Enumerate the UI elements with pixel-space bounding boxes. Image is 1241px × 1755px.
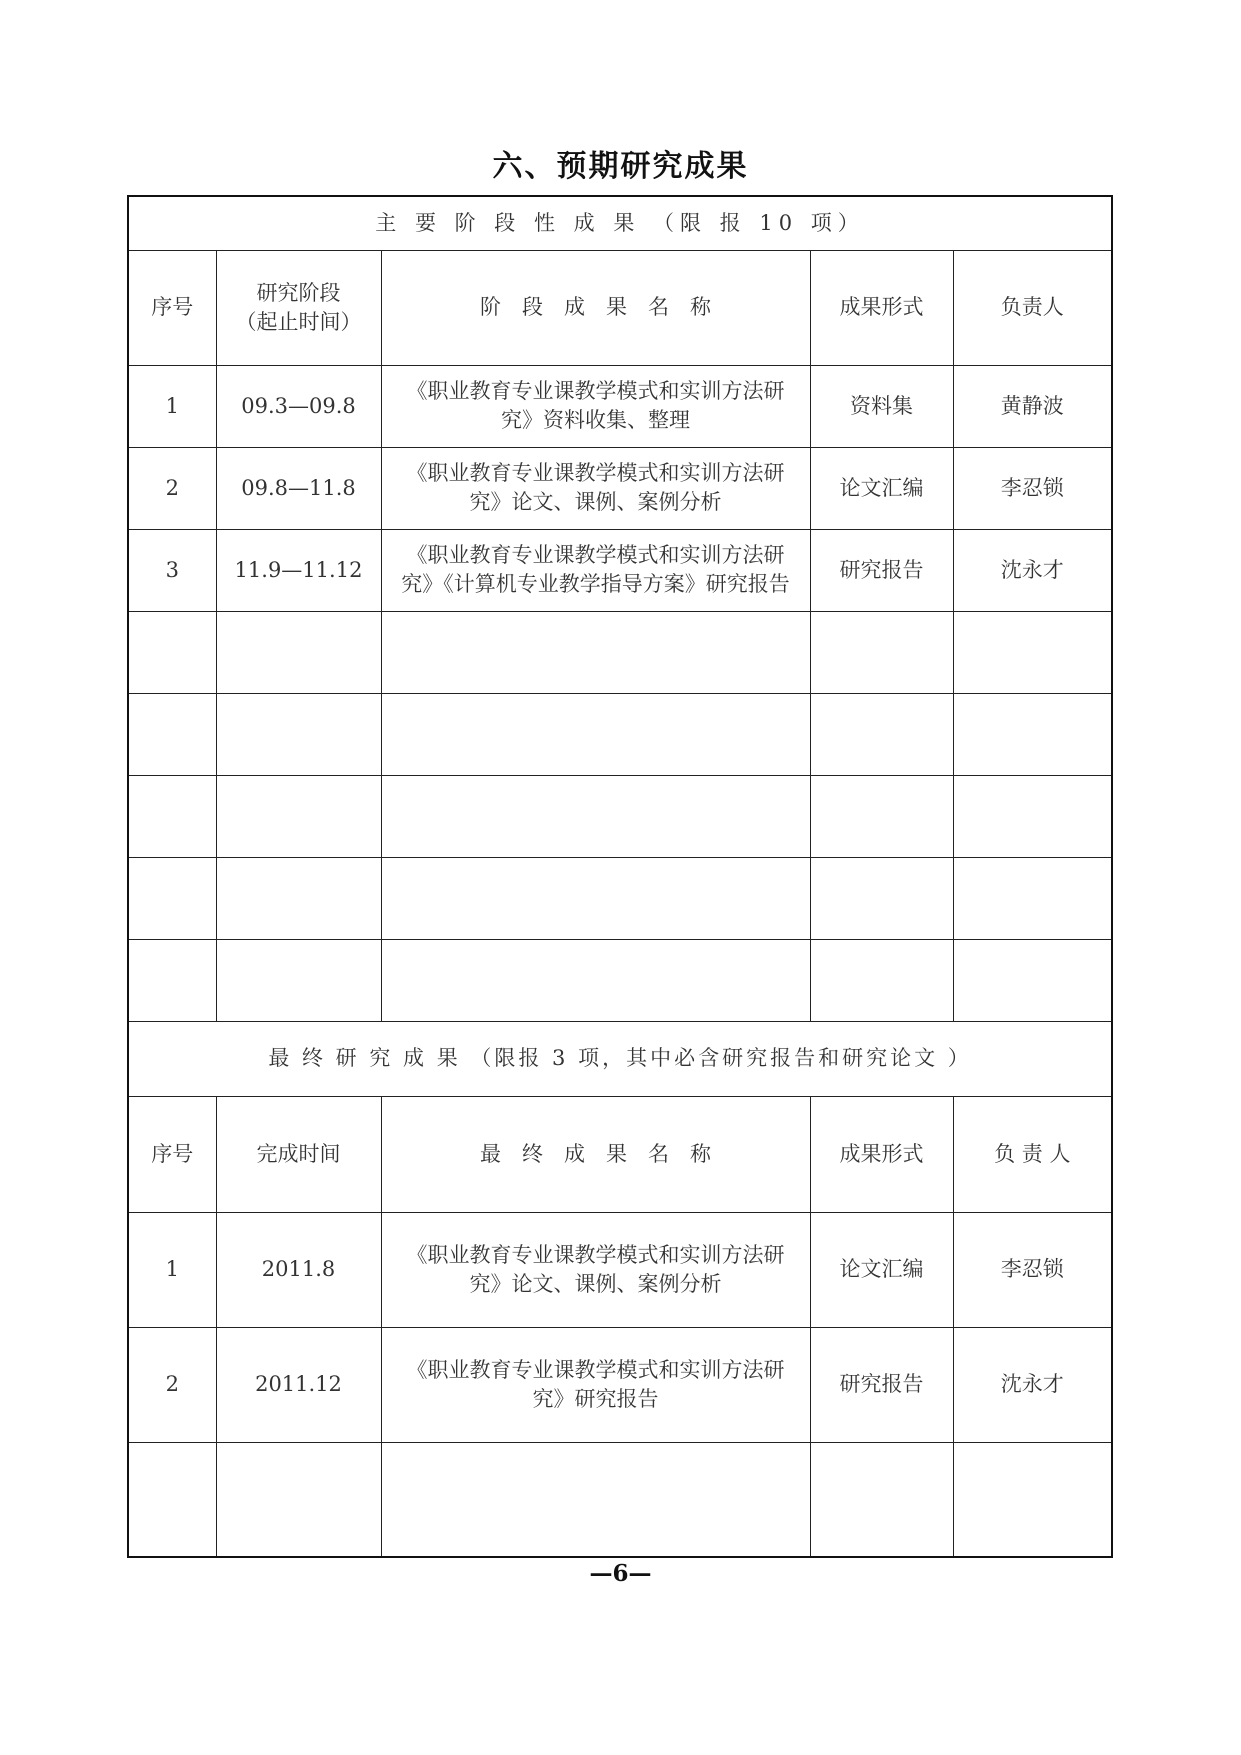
stage-row-index: 1 [128,365,216,447]
empty-cell [381,1442,810,1557]
stage-row [128,447,1112,529]
page-title: 六、预期研究成果 [492,149,749,184]
empty-cell [381,775,810,857]
stage-empty-row [128,693,1112,775]
empty-cell [381,857,810,939]
final-row-name-line1: 《职业教育专业课教学模式和实训方法研 [406,1242,785,1267]
final-row [128,1327,1112,1442]
results-table [127,195,1113,1558]
final-col-name: 最 终 成 果 名 称 [381,1096,810,1212]
empty-cell [216,775,381,857]
empty-cell [810,611,953,693]
final-col-form: 成果形式 [810,1096,953,1212]
stage-col-period-line2: （起止时间） [235,309,362,334]
final-row-form: 论文汇编 [810,1212,953,1327]
stage-col-period [216,250,381,365]
final-row-name-line2: 究》论文、课例、案例分析 [469,1271,722,1296]
final-col-index: 序号 [128,1096,216,1212]
stage-row-period: 09.3—09.8 [216,365,381,447]
empty-cell [216,693,381,775]
empty-cell [216,939,381,1021]
empty-cell [128,1442,216,1557]
empty-cell [216,1442,381,1557]
stage-row-name-line1: 《职业教育专业课教学模式和实训方法研 [406,461,785,485]
empty-cell [381,693,810,775]
empty-cell [128,857,216,939]
stage-row-name [381,447,810,529]
final-row-index: 1 [128,1212,216,1327]
stage-row-name [381,365,810,447]
final-section-header-row [128,1021,1112,1096]
stage-section-header-row [128,196,1112,250]
stage-col-period-line1: 研究阶段 [256,280,341,305]
empty-cell [953,939,1112,1021]
stage-col-name: 阶 段 成 果 名 称 [381,250,810,365]
stage-row [128,529,1112,611]
stage-row-owner: 黄静波 [953,365,1112,447]
empty-cell [216,611,381,693]
page-number: —6— [589,1560,652,1587]
stage-empty-row [128,939,1112,1021]
stage-empty-row [128,611,1112,693]
empty-cell [810,693,953,775]
final-row-owner: 沈永才 [953,1327,1112,1442]
stage-row-name-line1: 《职业教育专业课教学模式和实训方法研 [406,379,785,403]
final-row-time: 2011.12 [216,1327,381,1442]
empty-cell [953,857,1112,939]
stage-row-index: 2 [128,447,216,529]
stage-section-header: 主 要 阶 段 性 成 果 （限 报 10 项） [128,196,1112,250]
stage-column-header-row [128,250,1112,365]
final-row-form: 研究报告 [810,1327,953,1442]
stage-row-owner: 李忍锁 [953,447,1112,529]
stage-row-period: 11.9—11.12 [216,529,381,611]
empty-cell [953,1442,1112,1557]
stage-col-index: 序号 [128,250,216,365]
final-section-header: 最 终 研 究 成 果 （限报 3 项，其中必含研究报告和研究论文 ） [128,1021,1112,1096]
empty-cell [216,857,381,939]
stage-row-name-line2: 究》资料收集、整理 [501,408,690,432]
stage-row [128,365,1112,447]
final-row-index: 2 [128,1327,216,1442]
stage-row-name-line1: 《职业教育专业课教学模式和实训方法研 [406,543,785,567]
stage-row-form: 论文汇编 [810,447,953,529]
empty-cell [810,775,953,857]
empty-cell [953,611,1112,693]
empty-cell [128,693,216,775]
stage-row-owner: 沈永才 [953,529,1112,611]
stage-col-form: 成果形式 [810,250,953,365]
empty-cell [810,1442,953,1557]
stage-row-name-line2: 究》论文、课例、案例分析 [469,490,722,514]
empty-cell [128,775,216,857]
empty-cell [128,611,216,693]
empty-cell [953,693,1112,775]
final-column-header-row [128,1096,1112,1212]
empty-cell [953,775,1112,857]
stage-row-name [381,529,810,611]
final-row-name-line2: 究》研究报告 [532,1386,659,1411]
final-row [128,1212,1112,1327]
stage-row-period: 09.8—11.8 [216,447,381,529]
final-row-name [381,1327,810,1442]
stage-row-name-line2: 究》《计算机专业教学指导方案》研究报告 [401,572,790,596]
empty-cell [381,611,810,693]
stage-empty-row [128,775,1112,857]
stage-row-form: 研究报告 [810,529,953,611]
stage-empty-row [128,857,1112,939]
final-row-name [381,1212,810,1327]
final-col-owner: 负 责 人 [953,1096,1112,1212]
final-empty-row [128,1442,1112,1557]
stage-row-form: 资料集 [810,365,953,447]
final-row-time: 2011.8 [216,1212,381,1327]
stage-col-owner: 负责人 [953,250,1112,365]
final-row-name-line1: 《职业教育专业课教学模式和实训方法研 [406,1357,785,1382]
final-row-owner: 李忍锁 [953,1212,1112,1327]
empty-cell [128,939,216,1021]
stage-row-index: 3 [128,529,216,611]
empty-cell [810,939,953,1021]
final-col-time: 完成时间 [216,1096,381,1212]
empty-cell [381,939,810,1021]
empty-cell [810,857,953,939]
